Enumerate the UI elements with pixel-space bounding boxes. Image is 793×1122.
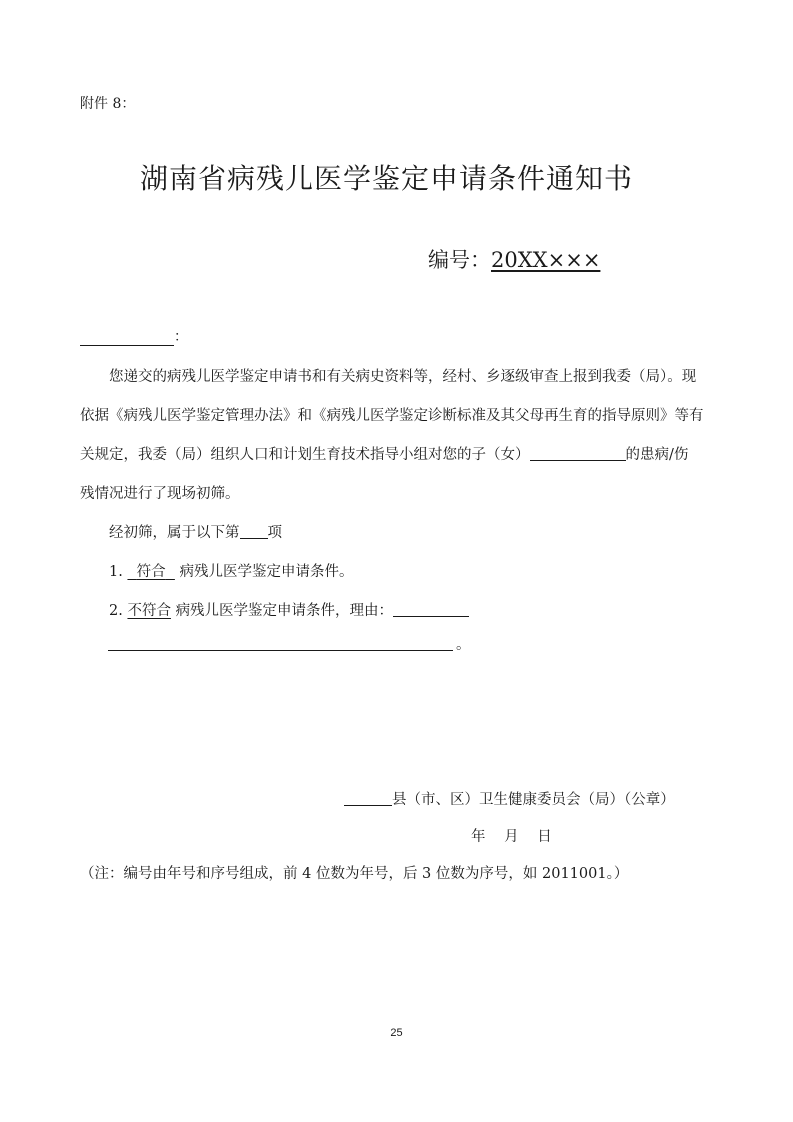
document-title: [0, 157, 793, 197]
issuer-line: [344, 788, 675, 809]
item-number-blank[interactable]: [240, 522, 268, 539]
option-2: [80, 592, 680, 631]
option-2-text: 病残儿医学鉴定申请条件，理由：: [175, 603, 394, 619]
page-number: 25: [390, 1027, 403, 1039]
body-line-3-start: 关规定，我委（局）组织人口和计划生育技术指导小组对您的子（女）: [80, 447, 530, 463]
document-number-label: 编号：: [428, 248, 491, 272]
body-line-3-end: 的患病/伤: [625, 447, 689, 463]
body-line-2: 依据《病残儿医学鉴定管理办法》和《病残儿医学鉴定诊断标准及其父母再生育的指导原则》等有: [80, 408, 704, 424]
option-1-number: 1.: [109, 564, 123, 580]
option-1-mark: [127, 564, 174, 580]
option-1-mark-text: 符合: [136, 564, 166, 580]
screening-intro-end: 项: [267, 525, 282, 541]
body-paragraph: [80, 358, 704, 631]
option-1: [80, 553, 680, 592]
option-1-text: 病残儿医学鉴定申请条件。: [179, 564, 354, 580]
addressee-colon: ：: [174, 329, 188, 345]
county-blank[interactable]: [344, 789, 392, 806]
child-name-blank[interactable]: [530, 444, 626, 461]
reason-blank[interactable]: [393, 600, 469, 617]
option-2-number: 2.: [109, 603, 123, 619]
reason-continuation-blank[interactable]: [108, 650, 453, 651]
addressee-line: [80, 326, 188, 346]
attachment-label: 附件 8：: [80, 96, 136, 112]
date-line: 年 月 日: [471, 829, 552, 845]
footnote: （注：编号由年号和序号组成，前 4 位数为年号，后 3 位数为序号，如 2011001。）: [80, 866, 629, 882]
document-title-text: 湖南省病残儿医学鉴定申请条件通知书: [139, 162, 633, 195]
reason-period: 。: [456, 637, 471, 653]
body-line-3: [80, 436, 689, 475]
screening-intro: [80, 514, 680, 553]
issuer-text: 县（市、区）卫生健康委员会（局）（公章）: [392, 792, 675, 808]
option-2-mark: 不符合: [127, 603, 171, 619]
body-line-4: 残情况进行了现场初筛。: [80, 486, 240, 502]
document-number: [428, 244, 600, 274]
body-line-1: 您递交的病残儿医学鉴定申请书和有关病史资料等，经村、乡逐级审查上报到我委（局）。现: [109, 369, 697, 385]
addressee-blank[interactable]: [80, 331, 174, 346]
screening-intro-text: 经初筛，属于以下第: [109, 525, 240, 541]
document-number-value: 20XX×××: [491, 248, 601, 272]
